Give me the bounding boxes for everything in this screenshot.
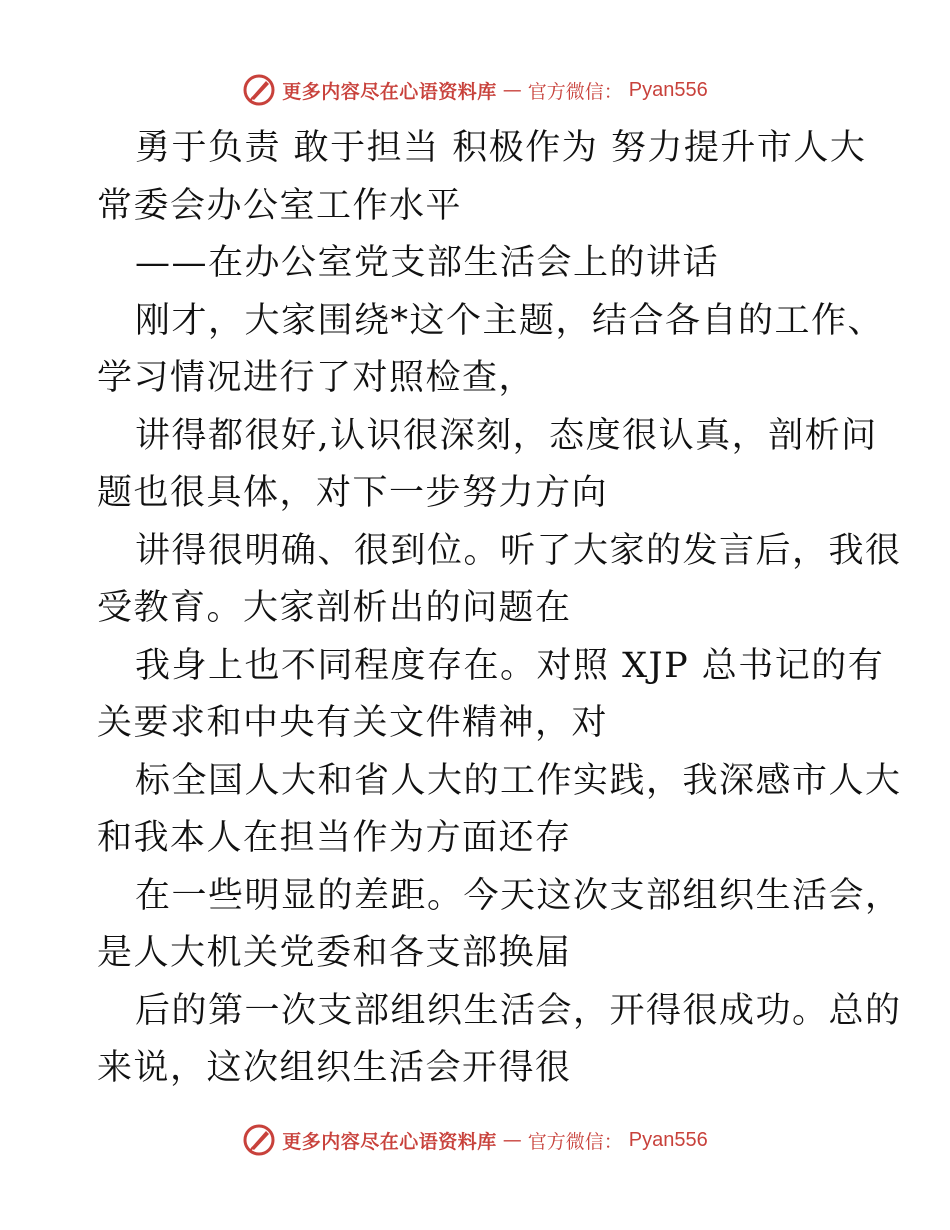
paragraph-line: 标全国人大和省人大的工作实践，我深感市人大	[135, 760, 902, 801]
banner-separator: —	[502, 79, 522, 101]
paragraph-line: 学习情况进行了对照检查，	[97, 358, 536, 398]
banner-site-text: 更多内容尽在心语资料库	[282, 80, 497, 103]
paragraph-line: 讲得都很好,认识很深刻，态度很认真，剖析问	[135, 415, 878, 456]
paragraph-line: 后的第一次支部组织生活会，开得很成功。总的	[135, 990, 902, 1031]
document-title-line: 勇于负责 敢于担当 积极作为 努力提升市人大	[135, 128, 867, 168]
quill-logo-icon	[242, 1123, 276, 1157]
header-banner	[0, 70, 950, 110]
paragraph-line: 关要求和中央有关文件精神，对	[97, 703, 609, 743]
paragraph-line: 我身上也不同程度存在。对照 XJP 总书记的有	[135, 645, 885, 686]
document-body	[97, 120, 902, 1098]
banner-site-text: 更多内容尽在心语资料库	[282, 1130, 497, 1153]
quill-logo-icon	[242, 73, 276, 107]
banner-wechat-label: 官方微信：	[527, 80, 623, 103]
paragraph-line: 受教育。大家剖析出的问题在	[97, 588, 572, 628]
footer-banner	[0, 1120, 950, 1160]
paragraph-line: 是人大机关党委和各支部换届	[97, 933, 572, 973]
banner-wechat-id: Pyan556	[628, 1128, 708, 1151]
banner-wechat-id: Pyan556	[628, 78, 708, 101]
document-title-line: 常委会办公室工作水平	[97, 185, 463, 226]
paragraph-line: 题也很具体，对下一步努力方向	[97, 473, 609, 513]
paragraph-line: 讲得很明确、很到位。听了大家的发言后，我很	[135, 530, 902, 571]
paragraph-line: 刚才，大家围绕*这个主题，结合各自的工作、	[135, 300, 885, 341]
banner-separator: —	[502, 1129, 522, 1151]
paragraph-line: 来说，这次组织生活会开得很	[97, 1048, 572, 1088]
paragraph-line: 在一些明显的差距。今天这次支部组织生活会，	[135, 875, 902, 916]
document-subtitle: ——在办公室党支部生活会上的讲话	[135, 243, 720, 283]
banner-wechat-label: 官方微信：	[527, 1130, 623, 1153]
paragraph-line: 和我本人在担当作为方面还存	[97, 818, 572, 858]
